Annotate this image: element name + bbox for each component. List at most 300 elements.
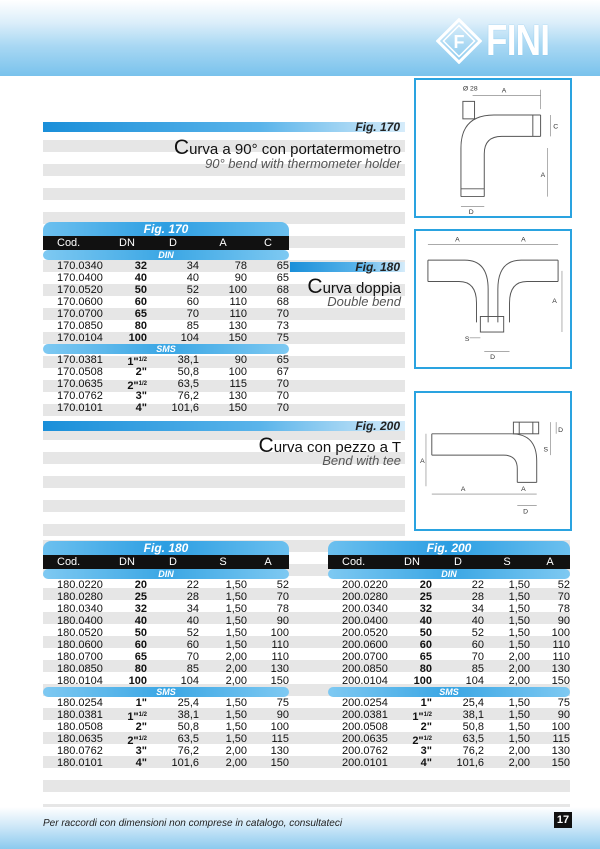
cell-s: 1,50	[508, 709, 530, 721]
table180-table-row	[43, 579, 289, 591]
cell-a: 110	[229, 296, 247, 308]
table180-header-s: S	[219, 556, 227, 568]
zebra-stripe	[293, 708, 328, 720]
cell-code: 200.0254	[342, 697, 388, 709]
cell-dn-value: 32	[419, 603, 432, 615]
cell-a: 75	[557, 697, 570, 709]
table180-table-row	[43, 709, 289, 721]
cell-dn-fraction: 1/2	[423, 736, 432, 742]
zebra-stripe	[293, 780, 328, 792]
cell-d: 34	[471, 603, 484, 615]
cell-a: 130	[270, 745, 289, 757]
cell-dn-fraction: 1/2	[423, 712, 432, 718]
cell-dn-value: 3"	[135, 390, 147, 402]
zebra-stripe	[293, 588, 328, 600]
cell-s: 1,50	[225, 615, 247, 627]
cell-dn-value: 65	[134, 651, 147, 663]
cell-d: 22	[471, 579, 484, 591]
cell-s: 1,50	[225, 709, 247, 721]
table170-table-row	[43, 272, 289, 284]
cell-code: 200.0101	[342, 757, 388, 769]
table180-table-row	[43, 697, 289, 709]
cell-s: 1,50	[508, 627, 530, 639]
cell-code: 200.0635	[342, 733, 388, 745]
cell-s: 1,50	[225, 721, 247, 733]
fig170-dim-c: C	[553, 123, 559, 131]
cell-d: 85	[471, 663, 484, 675]
cell-d: 50,8	[177, 366, 199, 378]
footer-note: Per raccordi con dimensioni non comprese in catalogo, consultateci	[43, 818, 343, 829]
table170-table-row	[43, 354, 289, 366]
table200-section-sms: SMS	[328, 687, 570, 697]
cell-dn-value: 32	[134, 603, 147, 615]
fig200-label: Fig. 200	[355, 419, 400, 433]
cell-dn-value: 32	[134, 260, 147, 272]
cell-code: 200.0700	[342, 651, 388, 663]
table200-header-row	[328, 555, 570, 569]
table170-table-row	[43, 284, 289, 296]
cell-code: 200.0508	[342, 721, 388, 733]
table200-header-cod: Cod.	[342, 556, 366, 568]
cell-code: 200.0340	[342, 603, 388, 615]
cell-dn-value: 20	[134, 579, 147, 591]
cell-code: 170.0101	[57, 402, 103, 414]
cell-code: 170.0508	[57, 366, 103, 378]
cell-dn-value: 1"	[127, 356, 139, 368]
cell-a: 70	[276, 591, 289, 603]
cell-code: 180.0280	[57, 591, 103, 603]
fig170-title-rest: urva a 90° con portatermometro	[189, 141, 401, 158]
table180-table-row	[43, 651, 289, 663]
cell-a: 150	[270, 675, 289, 687]
table200-table-row	[328, 579, 570, 591]
cell-a: 130	[228, 390, 247, 402]
cell-a: 110	[552, 639, 570, 651]
cell-d: 25,4	[177, 697, 199, 709]
fig180-title-cap: C	[307, 275, 323, 298]
cell-dn	[392, 757, 432, 769]
cell-s: 1,50	[225, 639, 247, 651]
cell-dn-value: 1"	[127, 711, 139, 723]
zebra-stripe	[43, 524, 405, 536]
cell-s: 1,50	[508, 721, 530, 733]
zebra-stripe	[293, 756, 328, 768]
cell-a: 110	[229, 308, 247, 320]
cell-code: 200.0600	[342, 639, 388, 651]
table200-table-row	[328, 721, 570, 733]
cell-code: 180.0254	[57, 697, 103, 709]
cell-d: 104	[465, 675, 484, 687]
zebra-stripe	[43, 780, 293, 792]
cell-a: 130	[270, 663, 289, 675]
cell-d: 25,4	[462, 697, 484, 709]
table200-table-row	[328, 709, 570, 721]
cell-dn	[107, 332, 147, 344]
table180-header-row	[43, 555, 289, 569]
table170-table-row	[43, 402, 289, 414]
cell-d: 104	[180, 332, 199, 344]
table170-table-row	[43, 260, 289, 272]
zebra-stripe	[293, 564, 328, 576]
fig200-drawing	[416, 393, 570, 529]
fig200-diagram	[414, 391, 572, 531]
cell-dn-value: 80	[134, 320, 147, 332]
cell-s: 2,00	[508, 663, 530, 675]
cell-s: 2,00	[508, 651, 530, 663]
table200-table-row	[328, 591, 570, 603]
cell-a: 100	[270, 627, 289, 639]
table180-table-row	[43, 733, 289, 745]
cell-code: 180.0508	[57, 721, 103, 733]
table200-table-row	[328, 697, 570, 709]
cell-dn-value: 40	[134, 272, 147, 284]
table180-table-row	[43, 627, 289, 639]
cell-dn-value: 60	[419, 639, 432, 651]
zebra-stripe	[293, 660, 328, 672]
fig200-subtitle: Bend with tee	[322, 453, 401, 468]
cell-d: 63,5	[177, 378, 199, 390]
cell-code: 170.0381	[57, 354, 103, 366]
fig200-dim-a-right: A	[521, 486, 526, 494]
table200-header-dn: DN	[404, 556, 420, 568]
cell-code: 180.0340	[57, 603, 103, 615]
cell-code: 170.0635	[57, 378, 103, 390]
cell-dn-value: 2"	[420, 721, 432, 733]
cell-dn-value: 20	[419, 579, 432, 591]
cell-s: 2,00	[225, 675, 247, 687]
table180-header-d: D	[169, 556, 177, 568]
cell-d: 28	[471, 591, 484, 603]
cell-a: 150	[551, 757, 570, 769]
cell-s: 2,00	[508, 745, 530, 757]
table170-header-c: C	[264, 237, 272, 249]
cell-a: 100	[551, 627, 570, 639]
cell-dn	[392, 675, 432, 687]
cell-dn	[107, 591, 147, 603]
cell-d: 70	[186, 308, 199, 320]
brand-name: FINI	[486, 16, 550, 65]
table170-table-row	[43, 332, 289, 344]
cell-dn-value: 1"	[135, 697, 147, 709]
cell-c: 65	[276, 272, 289, 284]
cell-dn-value: 100	[128, 675, 147, 687]
logo-letter: F	[453, 32, 465, 52]
table170-section-din: DIN	[43, 250, 289, 260]
cell-d: 104	[180, 675, 199, 687]
cell-dn	[107, 320, 147, 332]
cell-d: 34	[186, 603, 199, 615]
cell-dn-value: 2"	[412, 735, 424, 747]
cell-a: 52	[557, 579, 570, 591]
cell-c: 73	[276, 320, 289, 332]
table170-tab: Fig. 170	[43, 222, 289, 236]
fig170-label: Fig. 170	[355, 120, 400, 134]
cell-dn-fraction: 1/2	[138, 712, 147, 718]
cell-dn	[392, 697, 432, 709]
cell-c: 70	[276, 308, 289, 320]
cell-dn	[107, 366, 147, 378]
cell-d: 50,8	[177, 721, 199, 733]
fig200-dim-a-side: A	[420, 457, 425, 465]
cell-d: 40	[471, 615, 484, 627]
cell-a: 150	[551, 675, 570, 687]
table200-header-d: D	[454, 556, 462, 568]
cell-s: 1,50	[508, 697, 530, 709]
cell-dn	[107, 721, 147, 733]
cell-a: 150	[228, 332, 247, 344]
cell-a: 70	[557, 591, 570, 603]
cell-d: 63,5	[462, 733, 484, 745]
cell-dn	[392, 615, 432, 627]
cell-a: 100	[270, 721, 289, 733]
table200-table-row	[328, 733, 570, 745]
cell-d: 101,6	[456, 757, 484, 769]
cell-dn-value: 25	[419, 591, 432, 603]
cell-d: 101,6	[171, 402, 199, 414]
cell-dn	[392, 733, 432, 745]
cell-dn	[392, 591, 432, 603]
cell-a: 90	[234, 272, 247, 284]
cell-d: 63,5	[177, 733, 199, 745]
cell-s: 1,50	[225, 697, 247, 709]
cell-dn-value: 3"	[420, 745, 432, 757]
fig180-diagram	[414, 229, 572, 369]
cell-s: 2,00	[225, 663, 247, 675]
cell-a: 100	[228, 366, 247, 378]
cell-d: 60	[471, 639, 484, 651]
table200-table-row	[328, 639, 570, 651]
fig180-dim-a-right: A	[521, 236, 526, 244]
cell-a: 78	[276, 603, 289, 615]
table170-header-cod: Cod.	[57, 237, 81, 249]
fig170-dim-d28: Ø 28	[462, 85, 478, 93]
table170-table-row	[43, 390, 289, 402]
cell-c: 70	[276, 390, 289, 402]
cell-dn-value: 25	[134, 591, 147, 603]
cell-dn-fraction: 1/2	[138, 381, 147, 387]
cell-a: 115	[271, 733, 289, 745]
fig170-subtitle: 90° bend with thermometer holder	[205, 156, 401, 171]
cell-dn-value: 2"	[127, 380, 139, 392]
cell-dn-value: 50	[134, 284, 147, 296]
cell-d: 38,1	[177, 709, 199, 721]
cell-dn	[107, 579, 147, 591]
cell-code: 180.0101	[57, 757, 103, 769]
cell-d: 85	[186, 663, 199, 675]
cell-d: 60	[186, 296, 199, 308]
fig180-title-rest: urva doppia	[322, 280, 401, 297]
table180-table-row	[43, 721, 289, 733]
cell-d: 76,2	[462, 745, 484, 757]
cell-code: 180.0104	[57, 675, 103, 687]
cell-code: 170.0700	[57, 308, 103, 320]
cell-dn-value: 50	[134, 627, 147, 639]
table170-header-d: D	[169, 237, 177, 249]
cell-dn	[107, 296, 147, 308]
cell-d: 40	[186, 615, 199, 627]
table200-table-row	[328, 603, 570, 615]
cell-d: 70	[471, 651, 484, 663]
cell-code: 200.0400	[342, 615, 388, 627]
table200-table-row	[328, 757, 570, 769]
cell-dn-value: 2"	[135, 366, 147, 378]
table200-header-s: S	[503, 556, 511, 568]
table170-table-row	[43, 296, 289, 308]
cell-a: 78	[234, 260, 247, 272]
cell-c: 65	[276, 354, 289, 366]
cell-dn-value: 1"	[412, 711, 424, 723]
cell-s: 1,50	[225, 591, 247, 603]
cell-s: 2,00	[225, 651, 247, 663]
cell-a: 115	[229, 378, 247, 390]
cell-code: 170.0762	[57, 390, 103, 402]
zebra-stripe	[328, 780, 570, 792]
zebra-stripe	[43, 476, 405, 488]
table170-table-row	[43, 378, 289, 390]
table170-table-row	[43, 320, 289, 332]
table200-table-row	[328, 615, 570, 627]
cell-code: 170.0600	[57, 296, 103, 308]
cell-dn-value: 80	[419, 663, 432, 675]
cell-dn-value: 100	[128, 332, 147, 344]
cell-a: 75	[276, 697, 289, 709]
cell-s: 1,50	[225, 627, 247, 639]
table170-header-dn: DN	[119, 237, 135, 249]
cell-dn-value: 50	[419, 627, 432, 639]
cell-a: 150	[270, 757, 289, 769]
fig170-dim-a-top: A	[501, 87, 507, 95]
cell-dn	[107, 308, 147, 320]
cell-c: 75	[276, 332, 289, 344]
cell-dn	[107, 615, 147, 627]
cell-s: 2,00	[508, 675, 530, 687]
zebra-stripe	[293, 540, 328, 552]
cell-d: 60	[186, 639, 199, 651]
table200-table-row	[328, 627, 570, 639]
cell-dn-value: 40	[419, 615, 432, 627]
cell-dn	[107, 663, 147, 675]
cell-code: 200.0280	[342, 591, 388, 603]
fig170-drawing	[416, 80, 570, 216]
zebra-stripe	[293, 636, 328, 648]
table180-table-row	[43, 663, 289, 675]
cell-code: 200.0520	[342, 627, 388, 639]
cell-dn	[392, 579, 432, 591]
cell-dn-value: 1"	[420, 697, 432, 709]
table180-header-dn: DN	[119, 556, 135, 568]
cell-d: 40	[186, 272, 199, 284]
page-number: 17	[554, 812, 572, 828]
cell-s: 1,50	[508, 591, 530, 603]
table200-table-row	[328, 651, 570, 663]
cell-dn	[107, 709, 147, 721]
fig180-label: Fig. 180	[355, 260, 400, 274]
cell-a: 90	[234, 354, 247, 366]
table180-section-din: DIN	[43, 569, 289, 579]
cell-dn	[107, 675, 147, 687]
table200-table-row	[328, 663, 570, 675]
zebra-stripe	[293, 684, 328, 696]
cell-code: 170.0340	[57, 260, 103, 272]
cell-s: 1,50	[225, 603, 247, 615]
zebra-stripe	[293, 732, 328, 744]
cell-c: 68	[276, 296, 289, 308]
table180-header-a: A	[264, 556, 272, 568]
cell-code: 180.0850	[57, 663, 103, 675]
table170-table-row	[43, 366, 289, 378]
table170-section-sms: SMS	[43, 344, 289, 354]
cell-d: 28	[186, 591, 199, 603]
table200-tab: Fig. 200	[328, 541, 570, 555]
cell-a: 78	[557, 603, 570, 615]
table180-section-sms: SMS	[43, 687, 289, 697]
fig180-dim-a-left: A	[455, 236, 460, 244]
cell-d: 76,2	[177, 390, 199, 402]
cell-dn-fraction: 1/2	[138, 357, 147, 363]
fig200-dim-a-bottom: A	[460, 486, 466, 494]
cell-dn-value: 2"	[127, 735, 139, 747]
fig180-dim-d: D	[490, 354, 496, 362]
cell-dn	[107, 733, 147, 745]
cell-d: 85	[186, 320, 199, 332]
cell-s: 2,00	[508, 757, 530, 769]
cell-dn	[392, 709, 432, 721]
cell-s: 1,50	[508, 615, 530, 627]
cell-dn	[392, 603, 432, 615]
cell-code: 180.0635	[57, 733, 103, 745]
cell-d: 52	[186, 627, 199, 639]
cell-dn	[107, 260, 147, 272]
cell-s: 2,00	[225, 757, 247, 769]
cell-d: 38,1	[177, 354, 199, 366]
zebra-stripe	[293, 612, 328, 624]
cell-dn-value: 100	[413, 675, 432, 687]
cell-dn-value: 4"	[135, 757, 147, 769]
cell-d: 38,1	[462, 709, 484, 721]
cell-dn	[107, 757, 147, 769]
zebra-stripe	[43, 188, 405, 200]
cell-dn-value: 80	[134, 663, 147, 675]
table-fig200	[328, 541, 570, 769]
cell-a: 115	[552, 733, 570, 745]
cell-code: 180.0520	[57, 627, 103, 639]
table170-header-row	[43, 236, 289, 250]
table180-table-row	[43, 675, 289, 687]
cell-dn	[107, 272, 147, 284]
fig200-dim-d: D	[523, 508, 529, 516]
cell-s: 1,50	[508, 603, 530, 615]
fini-logo-icon	[436, 18, 482, 64]
cell-d: 34	[186, 260, 199, 272]
cell-code: 200.0762	[342, 745, 388, 757]
table200-table-row	[328, 745, 570, 757]
cell-a: 90	[557, 709, 570, 721]
cell-a: 130	[551, 663, 570, 675]
cell-dn	[392, 745, 432, 757]
fig170-dim-d: D	[468, 209, 474, 216]
table180-header-cod: Cod.	[57, 556, 81, 568]
fig180-subtitle: Double bend	[327, 294, 401, 309]
cell-s: 1,50	[508, 733, 530, 745]
cell-d: 52	[186, 284, 199, 296]
cell-dn-fraction: 1/2	[138, 736, 147, 742]
cell-c: 70	[276, 402, 289, 414]
table200-header-a: A	[546, 556, 554, 568]
cell-a: 130	[228, 320, 247, 332]
fig180-dim-s: S	[464, 335, 470, 343]
cell-dn	[392, 639, 432, 651]
cell-d: 76,2	[177, 745, 199, 757]
